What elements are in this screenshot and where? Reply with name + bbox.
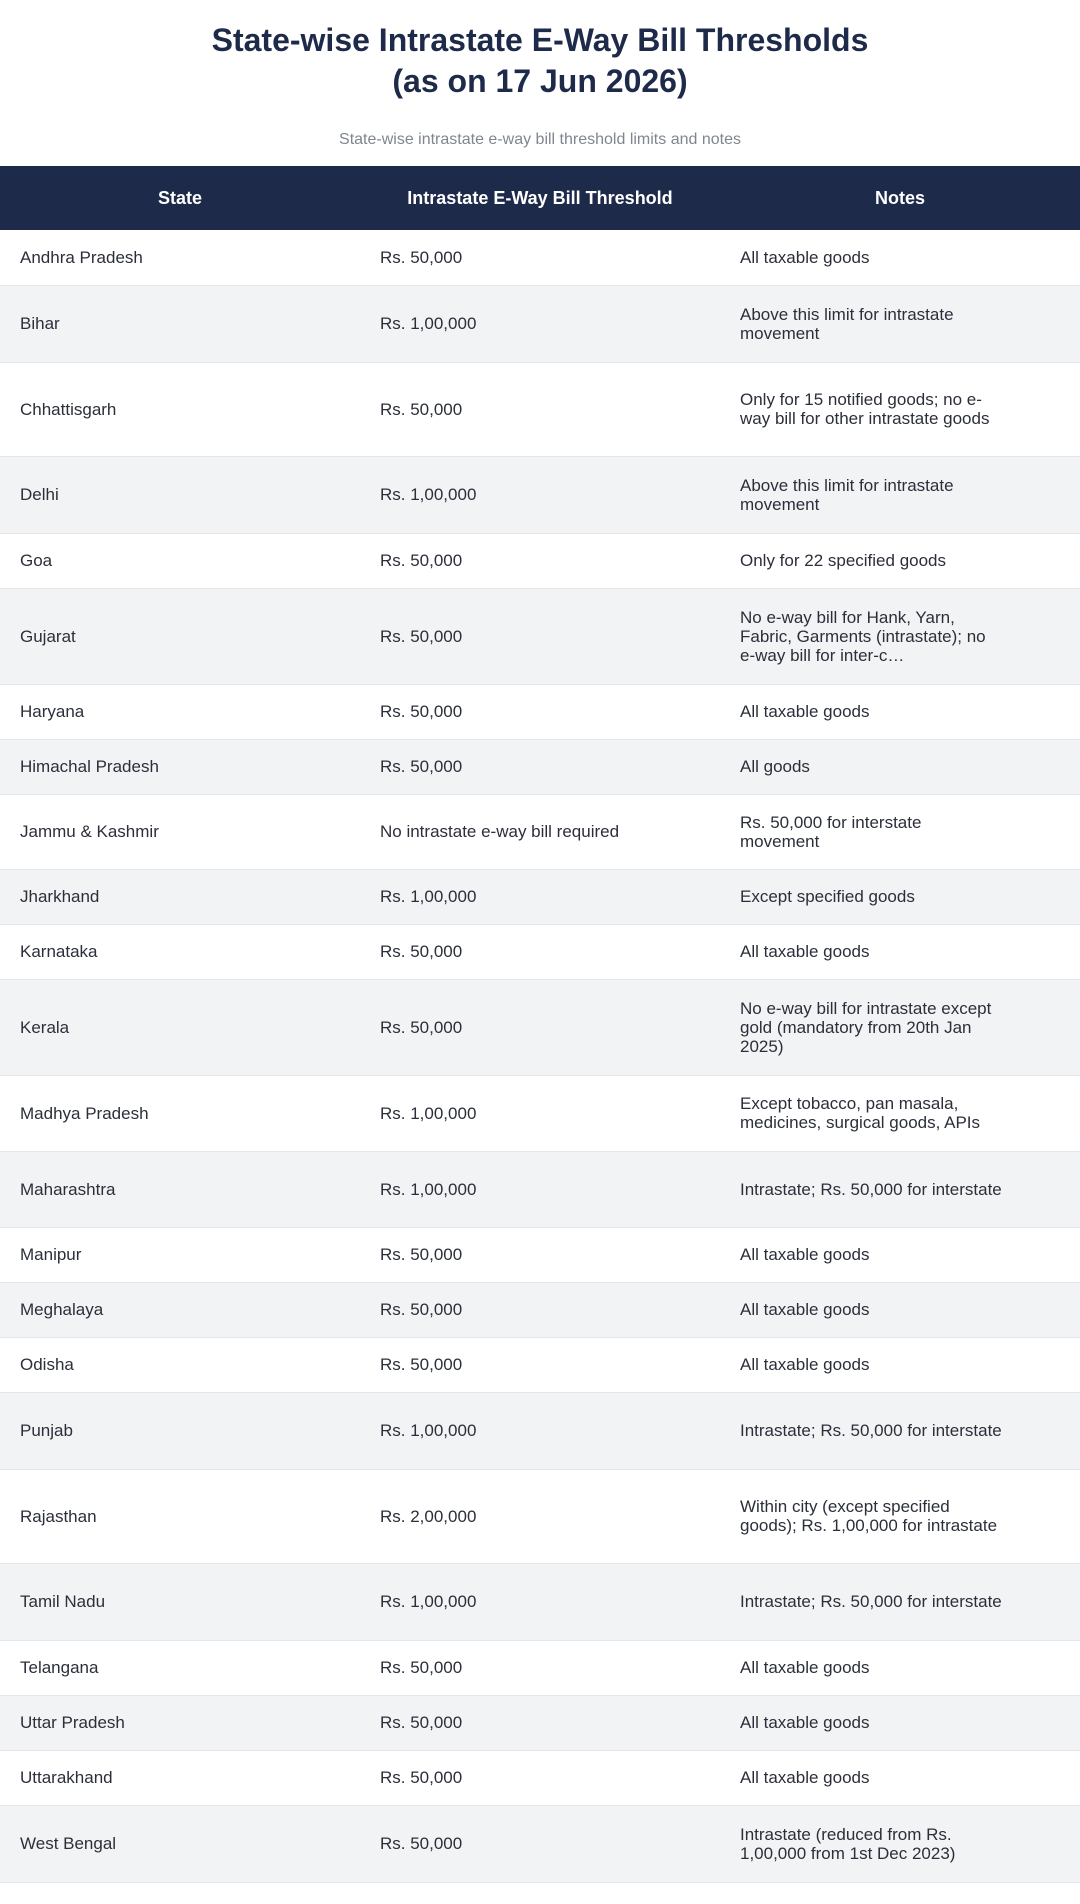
state-cell: West Bengal <box>20 1834 117 1853</box>
notes-cell <box>720 533 1080 588</box>
state-cell: Rajasthan <box>20 1506 97 1526</box>
notes-cell <box>720 230 1080 285</box>
notes-text: Within city (except specified goods); Rs. 1,00,000 for intrastate <box>740 1497 998 1535</box>
notes-cell <box>720 1337 1080 1392</box>
column-header-notes: Notes <box>874 187 925 208</box>
notes-cell <box>720 1750 1080 1805</box>
notes-text: All taxable goods <box>740 942 870 961</box>
table-header <box>0 166 1080 230</box>
table-row <box>0 588 1080 684</box>
table-row <box>0 1075 1080 1151</box>
table-row <box>0 1227 1080 1282</box>
notes-text: Rs. 50,000 for interstate movement <box>740 812 922 851</box>
table-row <box>0 1805 1080 1882</box>
threshold-cell: Rs. 50,000 <box>380 1658 463 1677</box>
threshold-cell: Rs. 50,000 <box>380 1713 463 1732</box>
notes-text: No e-way bill for Hank, Yarn, Fabric, Garments (intrastate); no e-way bill for inter-c… <box>740 607 986 665</box>
notes-cell <box>720 1392 1080 1469</box>
table-row <box>0 1337 1080 1392</box>
threshold-cell: Rs. 50,000 <box>380 1355 463 1374</box>
state-cell: Telangana <box>20 1658 99 1677</box>
table-row <box>0 1282 1080 1337</box>
table-row <box>0 1750 1080 1805</box>
notes-text: All taxable goods <box>740 1355 870 1374</box>
page-subtitle: State-wise intrastate e-way bill threshold limits and notes <box>339 131 741 148</box>
table-row <box>0 1151 1080 1227</box>
notes-cell <box>720 1695 1080 1750</box>
notes-cell <box>720 1282 1080 1337</box>
state-cell: Andhra Pradesh <box>20 247 143 267</box>
notes-cell <box>720 924 1080 979</box>
table-row <box>0 684 1080 739</box>
table-row <box>0 739 1080 794</box>
state-cell: Chhattisgarh <box>20 399 117 419</box>
table-row <box>0 230 1080 285</box>
notes-text: All taxable goods <box>740 1300 870 1319</box>
threshold-cell: No intrastate e-way bill required <box>380 822 620 841</box>
threshold-cell: Rs. 50,000 <box>380 702 463 721</box>
state-cell: Delhi <box>20 485 59 504</box>
notes-text: All taxable goods <box>740 1245 870 1264</box>
notes-text: All taxable goods <box>740 1713 870 1732</box>
state-cell: Bihar <box>20 314 60 333</box>
table-row <box>0 362 1080 456</box>
threshold-cell: Rs. 1,00,000 <box>380 1592 477 1611</box>
table-row <box>0 869 1080 924</box>
threshold-cell: Rs. 50,000 <box>380 1017 463 1037</box>
notes-text: All taxable goods <box>740 1658 870 1677</box>
threshold-cell: Rs. 50,000 <box>380 757 463 776</box>
state-cell: Odisha <box>20 1355 74 1374</box>
notes-text: Intrastate (reduced from Rs. 1,00,000 from 1st Dec 2023) <box>740 1824 956 1863</box>
notes-text: Except specified goods <box>740 887 915 906</box>
notes-text: All goods <box>740 757 810 776</box>
notes-cell <box>720 979 1080 1075</box>
threshold-cell: Rs. 50,000 <box>380 1300 463 1319</box>
column-header-threshold: Intrastate E-Way Bill Threshold <box>407 187 673 208</box>
notes-text: Only for 15 notified goods; no e-way bill for other intrastate goods <box>740 390 990 428</box>
notes-text: All taxable goods <box>740 702 870 721</box>
notes-cell <box>720 362 1080 456</box>
notes-cell <box>720 794 1080 869</box>
threshold-cell: Rs. 50,000 <box>380 1834 463 1853</box>
notes-cell <box>720 588 1080 684</box>
column-header-state: State <box>157 187 202 208</box>
table-row <box>0 1640 1080 1695</box>
notes-text: Except tobacco, pan masala, medicines, surgical goods, APIs <box>740 1094 981 1132</box>
notes-cell <box>720 1151 1080 1227</box>
notes-cell <box>720 1469 1080 1563</box>
state-cell: Gujarat <box>20 626 76 646</box>
state-cell: Tamil Nadu <box>20 1592 106 1611</box>
threshold-cell: Rs. 1,00,000 <box>380 314 477 333</box>
notes-text: No e-way bill for intrastate except gold (mandatory from 20th Jan 2025) <box>740 998 992 1056</box>
table-row <box>0 1469 1080 1563</box>
threshold-cell: Rs. 50,000 <box>380 247 463 267</box>
notes-cell <box>720 285 1080 362</box>
table-row <box>0 924 1080 979</box>
notes-text: All taxable goods <box>740 247 870 267</box>
notes-text: Above this limit for intrastate movement <box>740 304 954 343</box>
threshold-cell: Rs. 50,000 <box>380 399 463 419</box>
page-title: State-wise Intrastate E-Way Bill Thresholds (as on 17 Jun 2026) <box>211 22 869 99</box>
state-cell: Karnataka <box>20 942 98 961</box>
header-row <box>0 166 1080 230</box>
state-cell: Haryana <box>20 702 85 721</box>
state-cell: Uttar Pradesh <box>20 1713 125 1732</box>
page-header <box>0 0 1080 166</box>
threshold-table <box>0 166 1080 1883</box>
notes-text: Only for 22 specified goods <box>740 551 947 570</box>
notes-cell <box>720 1563 1080 1640</box>
threshold-cell: Rs. 1,00,000 <box>380 887 477 906</box>
notes-text: Above this limit for intrastate movement <box>740 475 954 514</box>
state-cell: Maharashtra <box>20 1179 116 1199</box>
notes-cell <box>720 1640 1080 1695</box>
state-cell: Goa <box>20 551 53 570</box>
table-row <box>0 285 1080 362</box>
state-cell: Himachal Pradesh <box>20 757 159 776</box>
threshold-cell: Rs. 1,00,000 <box>380 1179 477 1199</box>
notes-cell <box>720 1075 1080 1151</box>
table-body <box>0 230 1080 1882</box>
state-cell: Madhya Pradesh <box>20 1103 149 1123</box>
threshold-cell: Rs. 50,000 <box>380 942 463 961</box>
threshold-cell: Rs. 50,000 <box>380 626 463 646</box>
state-cell: Meghalaya <box>20 1300 104 1319</box>
notes-cell <box>720 684 1080 739</box>
notes-cell <box>720 869 1080 924</box>
threshold-cell: Rs. 50,000 <box>380 1768 463 1787</box>
threshold-cell: Rs. 50,000 <box>380 1245 463 1264</box>
threshold-cell: Rs. 1,00,000 <box>380 1421 477 1440</box>
threshold-cell: Rs. 2,00,000 <box>380 1506 477 1526</box>
table-row <box>0 456 1080 533</box>
table-row <box>0 979 1080 1075</box>
table-row <box>0 533 1080 588</box>
notes-text: Intrastate; Rs. 50,000 for interstate <box>740 1179 1002 1199</box>
table-row <box>0 1563 1080 1640</box>
threshold-cell: Rs. 50,000 <box>380 551 463 570</box>
notes-cell <box>720 1227 1080 1282</box>
state-cell: Uttarakhand <box>20 1768 113 1787</box>
state-cell: Jharkhand <box>20 887 100 906</box>
notes-text: All taxable goods <box>740 1768 870 1787</box>
state-cell: Punjab <box>20 1421 73 1440</box>
notes-text: Intrastate; Rs. 50,000 for interstate <box>740 1592 1002 1611</box>
notes-cell <box>720 739 1080 794</box>
state-cell: Jammu & Kashmir <box>20 822 159 841</box>
notes-text: Intrastate; Rs. 50,000 for interstate <box>740 1421 1002 1440</box>
notes-cell <box>720 456 1080 533</box>
state-cell: Kerala <box>20 1017 70 1037</box>
threshold-cell: Rs. 1,00,000 <box>380 485 477 504</box>
table-row <box>0 1695 1080 1750</box>
threshold-cell: Rs. 1,00,000 <box>380 1103 477 1123</box>
table-row <box>0 794 1080 869</box>
state-cell: Manipur <box>20 1245 82 1264</box>
table-row <box>0 1392 1080 1469</box>
notes-cell <box>720 1805 1080 1882</box>
